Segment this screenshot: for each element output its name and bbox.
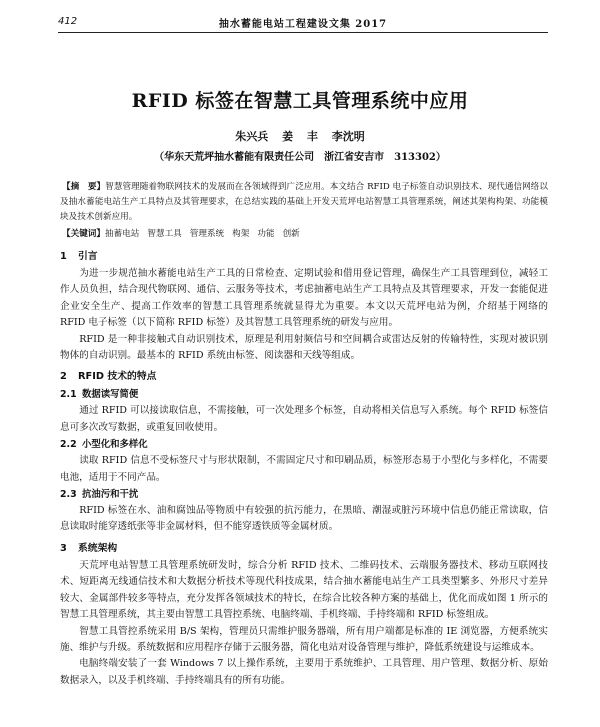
subsection-number: 2.1 bbox=[60, 389, 77, 401]
section-number: 2 bbox=[60, 371, 67, 383]
body-paragraph: 天荒坪电站智慧工具管理系统研发时，综合分析 RFID 技术、二维码技术、云端服务器技术、移动互联网技术、短距离无线通信技术和大数据分析技术等现代科技成果，结合抽水蓄能电站生产工具类型繁多、外形尺寸差异较大、金属部件较多等特点，充分发挥各领域技术的特长，在综合比较各种方案的基础上，优化而成如图 1 所示的智慧工具管理系统，其主要由智慧工具管控系统、电脑终端、手机终端、手持终端和 RFID 标签组成。 bbox=[60, 559, 548, 621]
keywords-line bbox=[60, 227, 548, 242]
subsection-title: 小型化和多样化 bbox=[82, 439, 148, 451]
section-title: 系统架构 bbox=[78, 542, 118, 554]
abstract-paragraph bbox=[60, 180, 548, 225]
author-name: 李沈明 bbox=[331, 130, 365, 143]
author-list bbox=[0, 128, 600, 144]
subsection-heading bbox=[60, 386, 548, 403]
running-header bbox=[58, 14, 548, 33]
body-paragraph: RFID 标签在水、油和腐蚀品等物质中有较强的抗污能力，在黑暗、潮湿或脏污环境中信息仍能正常读取，信息读取时能穿透纸张等非金属材料，但不能穿透铁质等金属材质。 bbox=[60, 505, 548, 533]
section-number: 3 bbox=[60, 542, 67, 554]
body-paragraph: 通过 RFID 可以接读取信息，不需接触，可一次处理多个标签，自动将相关信息写入系统。每个 RFID 标签信息可多次改写数据，或重复回收使用。 bbox=[60, 405, 548, 433]
subsection-title: 抗油污和干扰 bbox=[82, 489, 139, 501]
keyword: 构架 bbox=[232, 229, 250, 239]
section-number: 1 bbox=[60, 251, 67, 262]
keyword: 智慧工具 bbox=[147, 229, 182, 239]
section-title: RFID 技术的特点 bbox=[78, 371, 157, 383]
keyword: 功能 bbox=[257, 229, 275, 239]
section-heading-rfid-features bbox=[60, 368, 548, 386]
subsection-number: 2.3 bbox=[60, 489, 77, 501]
abstract-text: 智慧管理随着物联网技术的发展而在各领域得到广泛应用。本文结合 RFID 电子标签自动识别技术、现代通信网络以及抽水蓄能电站生产工具特点及其管理要求，在总结实践的基础上开发天荒坪电站智慧工具管理系统，阐述其架构构架、功能模块及技术创新应用。 bbox=[60, 182, 548, 222]
keywords-label: 【关键词】 bbox=[62, 229, 105, 239]
body-paragraph: 电脑终端安装了一套 Windows 7 以上操作系统，主要用于系统维护、工具管理、用户管理、数据分析、原始数据录入，以及手机终端、手持终端具有的所有功能。 bbox=[60, 658, 548, 686]
body-paragraph: 读取 RFID 信息不受标签尺寸与形状限制，不需固定尺寸和印刷品质，标签形态易于小型化与多样化，不需要电池，适用于不同产品。 bbox=[60, 455, 548, 483]
journal-title: 抽水蓄能电站工程建设文集 2017 bbox=[218, 19, 388, 30]
abstract-label: 【摘 要】 bbox=[62, 182, 106, 192]
body-paragraph: 智慧工具管控系统采用 B/S 架构，管理员只需维护服务器端，所有用户端都是标准的 IE 浏览器，方便系统实施、维护与升级。系统数据和应用程序存储于云服务器，简化电站对设备管理与维护，降低系统建设与运维成本。 bbox=[60, 625, 548, 653]
subsection-number: 2.2 bbox=[60, 439, 77, 451]
keyword: 抽蓄电站 bbox=[104, 229, 140, 239]
paper-title: RFID 标签在智慧工具管理系统中应用 bbox=[131, 90, 469, 112]
affiliation: （华东天荒坪抽水蓄能有限责任公司 浙江省安吉市 313302） bbox=[154, 152, 446, 163]
body-paragraph: 为进一步规范抽水蓄能电站生产工具的日常检查、定期试验和借用登记管理，确保生产工具管理到位，减轻工作人员负担，结合现代物联网、通信、云服务等技术，考虑抽蓄电站生产工具特点及其管理要求，开发一套能促进企业安全生产、提高工作效率的智慧工具管理系统就显得尤为重要。本文以天荒坪电站为例，介绍基于网络的 RFID 电子标签（以下简称 RFID 标签）及其智慧工具管理系统的研发与应用。 bbox=[60, 268, 548, 329]
author-name: 丰 bbox=[306, 130, 318, 143]
abstract-block bbox=[60, 180, 548, 242]
keyword: 管理系统 bbox=[189, 229, 225, 239]
section-title: 引言 bbox=[78, 251, 98, 262]
page-number: 412 bbox=[58, 16, 78, 27]
paper-body bbox=[60, 248, 548, 689]
body-paragraph: RFID 是一种非接触式自动识别技术，原理是利用射频信号和空间耦合或雷达反射的传输特性，实现对被识别物体的自动识别。最基本的 RFID 系统由标签、阅读器和天线等组成。 bbox=[60, 333, 548, 362]
subsection-title: 数据读写简便 bbox=[82, 389, 139, 401]
section-heading-introduction bbox=[60, 248, 548, 266]
keyword: 创新 bbox=[282, 229, 300, 239]
author-name: 姜 bbox=[282, 130, 294, 143]
subsection-heading bbox=[60, 486, 548, 503]
author-name: 朱兴兵 bbox=[235, 130, 269, 143]
section-heading-system-architecture bbox=[60, 540, 548, 558]
subsection-heading bbox=[60, 436, 548, 453]
